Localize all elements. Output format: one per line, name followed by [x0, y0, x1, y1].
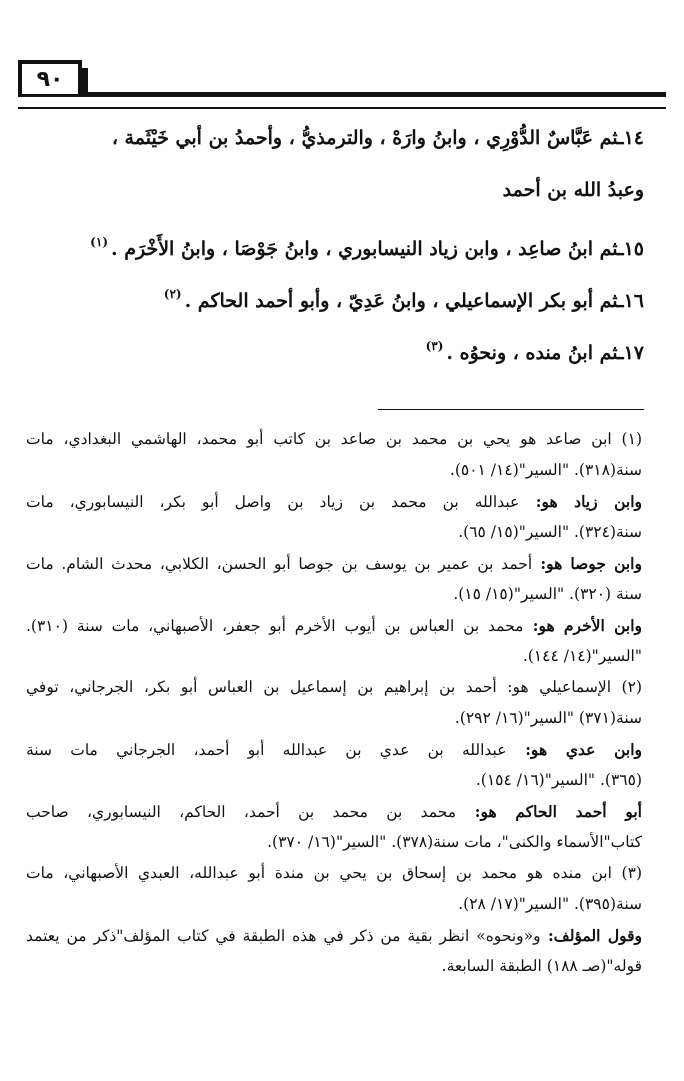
footnote-line	[26, 765, 642, 796]
footnote-line	[26, 424, 642, 455]
footnote-lead: وابن الأخرم هو:	[523, 616, 643, 635]
footnote-line	[26, 548, 642, 579]
footnote-line	[26, 951, 642, 982]
footnote-text: كتاب"الأسماء والكنى"، مات سنة(٣٧٨). "السير"(١٦/ ٣٧٠).	[267, 833, 642, 851]
footnote-text: (٢) الإسماعيلي هو: أحمد بن إبراهيم بن إسماعيل بن العباس أبو بكر، الجرجاني، توفي	[26, 678, 642, 696]
footnote-text: (١) ابن صاعد هو يحي بن محمد بن صاعد بن كاتب أبو محمد، الهاشمي البغدادي، مات	[26, 430, 642, 448]
footnote-line	[26, 796, 642, 827]
entry-number: ١٧ـ	[618, 342, 644, 364]
main-entry-line	[30, 112, 644, 164]
footnote-line	[26, 858, 642, 889]
footnote-text: محمد بن محمد بن أحمد، الحاكم، النيسابوري، صاحب	[26, 803, 457, 821]
footnote-line	[26, 920, 642, 951]
footnote-text: قوله"(صـ ١٨٨) الطبقة السابعة.	[441, 957, 642, 975]
entry-text: ثم ابنُ منده ، ونحوُه .	[446, 342, 618, 364]
footnote-text: سنة(٣٩٥). "السير"(١٧/ ٢٨).	[458, 895, 642, 913]
footnote-text: (٣٦٥). "السير"(١٦/ ١٥٤).	[475, 771, 642, 789]
page-number: ٩٠	[18, 60, 82, 94]
footnote-text: سنة(٣٧١) "السير"(١٦/ ٢٩٢).	[454, 709, 642, 727]
entry-text: وعبدُ الله بن أحمد	[502, 179, 644, 201]
footnote-line	[26, 517, 642, 548]
footnote-text: محمد بن العباس بن أيوب الأخرم أبو جعفر، الأصبهاني، مات سنة (٣١٠).	[26, 617, 524, 635]
footnote-line	[26, 641, 642, 672]
footnote-lead: وابن زياد هو:	[519, 492, 642, 511]
main-entry-line	[30, 268, 644, 320]
footnote-text: سنة(٣٢٤). "السير"(١٥/ ٦٥).	[458, 523, 642, 541]
footnote-text: (٣) ابن منده هو محمد بن إسحاق بن يحي بن مندة أبو عبدالله، العبدي الأصبهاني، مات	[26, 864, 642, 882]
footnote-text: و«ونحوه» انظر بقية من ذكر في هذه الطبقة في كتاب المؤلف"ذكر من يعتمد	[26, 927, 541, 945]
header-rule	[18, 92, 666, 109]
footnote-line	[26, 734, 642, 765]
footnote-text: سنة(٣١٨). "السير"(١٤/ ٥٠١).	[449, 461, 642, 479]
entry-text: ثم عَبَّاسٌ الدُّوْرِي ، وابنُ وارَهْ ، والترمذيُّ ، وأحمدُ بن أبي خَيْثَمة ،	[111, 127, 618, 149]
footnote-line	[26, 455, 642, 486]
entry-text: ثم ابنُ صاعِد ، وابن زياد النيسابوري ، وابنُ جَوْصَا ، وابنُ الأَخْرَم .	[111, 238, 618, 260]
footnote-lead: وقول المؤلف:	[540, 926, 642, 945]
footnote-lead: أبو أحمد الحاكم هو:	[456, 802, 642, 821]
footnote-ref: (١)	[90, 235, 108, 249]
entry-number: ١٦ـ	[618, 290, 644, 312]
footnote-line	[26, 610, 642, 641]
footnote-ref: (٢)	[163, 287, 182, 301]
footnote-line	[26, 827, 642, 858]
footnote-text: عبدالله بن عدي بن عبدالله أبو أحمد، الجرجاني مات سنة	[26, 741, 507, 759]
footnote-line	[26, 579, 642, 610]
footnote-line	[26, 889, 642, 920]
footnote-text: عبدالله بن محمد بن زياد بن واصل أبو بكر، النيسابوري، مات	[26, 493, 520, 511]
footnotes	[26, 424, 642, 982]
footnote-lead: وابن عدي هو:	[506, 740, 642, 759]
main-entry-line	[30, 216, 644, 268]
main-entry-line	[30, 164, 644, 216]
footnote-ref: (٣)	[425, 339, 444, 353]
footnote-line	[26, 703, 642, 734]
footnote-line	[26, 672, 642, 703]
entry-number: ١٥ـ	[618, 238, 644, 260]
footnote-line	[26, 486, 642, 517]
entry-text: ثم أبو بكر الإسماعيلي ، وابنُ عَدِيّ ، وأبو أحمد الحاكم .	[184, 290, 618, 312]
main-text	[30, 112, 644, 372]
footnote-lead: وابن جوصا هو:	[532, 554, 642, 573]
footnote-text: سنة (٣٢٠). "السير"(١٥/ ١٥).	[453, 585, 642, 603]
footnote-separator	[378, 409, 644, 410]
footnote-text: "السير"(١٤/ ١٤٤).	[522, 647, 642, 665]
entry-number: ١٤ـ	[618, 127, 644, 149]
main-entry-line	[30, 320, 644, 372]
footnote-text: أحمد بن عمير بن يوسف بن جوصا أبو الحسن، الكلابي، محدث الشام. مات	[26, 555, 533, 573]
